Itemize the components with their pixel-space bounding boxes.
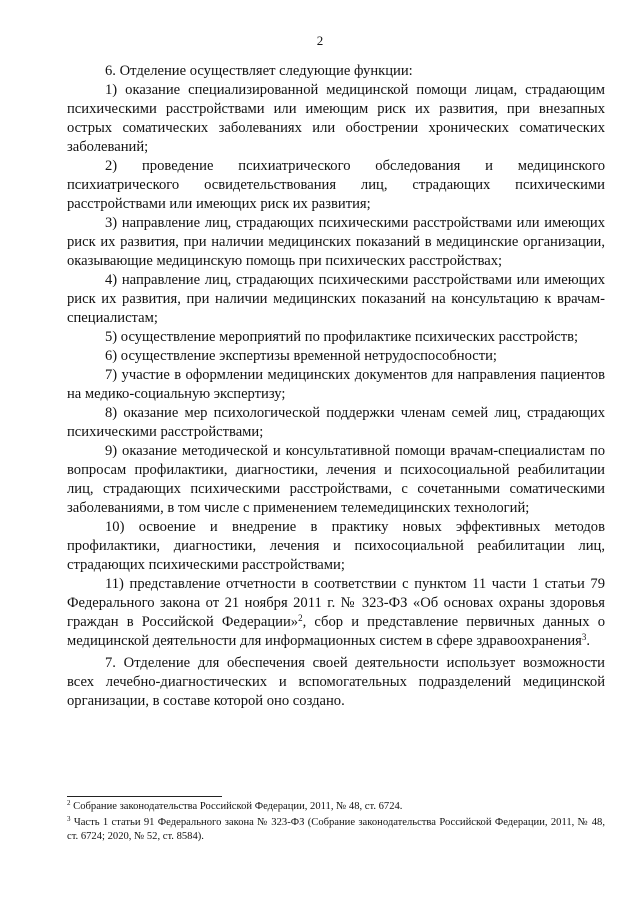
item11-text-part2: , сбор и представление первичных данных о медицинской деятельности для информационных систем в сфере здравоохранения	[67, 614, 605, 649]
footnote-3	[67, 816, 605, 844]
document-body	[67, 62, 605, 711]
footnote-text: Часть 1 статьи 91 Федерального закона № 323-ФЗ (Собрание законодательства Российской Федерации, 2011, № 48, ст. 6724; 2020, № 52, ст. 8584).	[67, 817, 605, 842]
function-item-2: 2) проведение психиатрического обследования и медицинского психиатрического освидетельствования лиц, страдающих психическими расстройствами или имеющих риск их развития;	[67, 158, 605, 212]
function-item-11	[67, 575, 605, 651]
function-item-10: 10) освоение и внедрение в практику новых эффективных методов профилактики, диагностики, лечения и психосоциальной реабилитации лиц, страдающих психическими расстройствами;	[67, 519, 605, 573]
page-number: 2	[316, 33, 324, 48]
function-item-1: 1) оказание специализированной медицинской помощи лицам, страдающим психическими расстройствами или имеющим риск их развития, при внезапных острых соматических заболеваниях или обострении хронических соматических заболеваний;	[67, 82, 605, 155]
footnote-ref-3: 3	[581, 632, 587, 642]
section-heading: 6. Отделение осуществляет следующие функции:	[105, 63, 413, 79]
footnotes	[67, 800, 605, 846]
footnote-mark: 3	[67, 815, 71, 823]
function-item-6: 6) осуществление экспертизы временной нетрудоспособности;	[105, 348, 497, 364]
footnote-2	[67, 800, 605, 814]
footnote-mark: 2	[67, 799, 71, 807]
function-item-9: 9) оказание методической и консультативной помощи врачам-специалистам по вопросам профилактики, диагностики, лечения и психосоциальной реабилитации лиц, страдающих психическими расстройствами, с сочетанными соматическими заболеваниями, в том числе с применением телемедицинских технологий;	[67, 443, 605, 516]
function-item-4: 4) направление лиц, страдающих психическими расстройствами или имеющих риск их развития, при наличии медицинских показаний на консультацию к врачам-специалистам;	[67, 272, 605, 326]
function-item-7: 7) участие в оформлении медицинских документов для направления пациентов на медико-социальную экспертизу;	[67, 367, 605, 402]
footnote-divider	[67, 796, 222, 797]
function-item-5: 5) осуществление мероприятий по профилактике психических расстройств;	[105, 329, 579, 345]
section-7-paragraph: 7. Отделение для обеспечения своей деятельности использует возможности всех лечебно-диагностических и вспомогательных подразделений медицинской организации, в составе которой оно создано.	[67, 655, 605, 709]
footnote-text: Собрание законодательства Российской Федерации, 2011, № 48, ст. 6724.	[73, 801, 403, 812]
item11-text-part1: 11) представление отчетности в соответствии с пунктом 11 части 1 статьи 79 Федерального закона от 21 ноября 2011 г. № 323-ФЗ «Об основах охраны здоровья граждан в Российской Федерации»	[67, 576, 605, 630]
function-item-3: 3) направление лиц, страдающих психическими расстройствами или имеющих риск их развития, при наличии медицинских показаний в медицинские организации, оказывающие медицинскую помощь при психических расстройствах;	[67, 215, 605, 269]
item11-text-part3: .	[586, 633, 590, 649]
function-item-8: 8) оказание мер психологической поддержки членам семей лиц, страдающих психическими расстройствами;	[67, 405, 605, 440]
footnote-ref-2: 2	[298, 613, 303, 623]
